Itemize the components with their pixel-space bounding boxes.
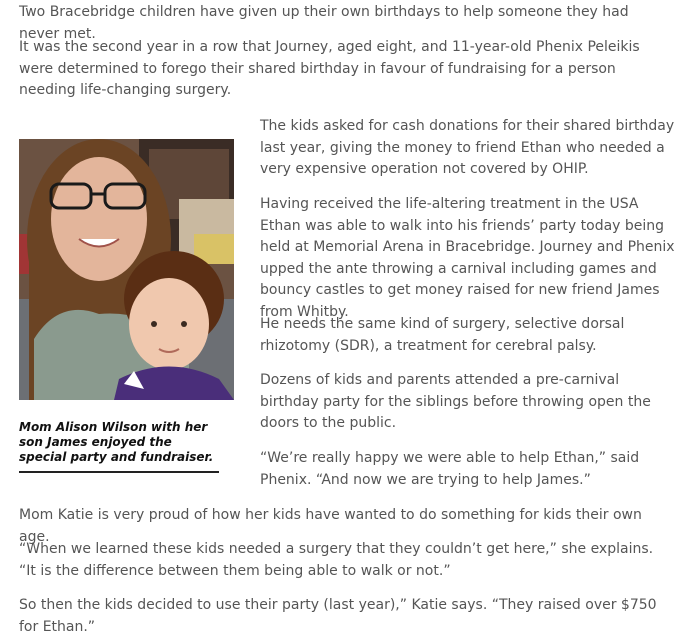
photo-illustration — [19, 139, 234, 400]
paragraph-5: He needs the same kind of surgery, selective dorsal rhizotomy (SDR), a treatment for cerebral palsy. — [260, 316, 625, 354]
paragraph-10: So then the kids decided to use their party (last year),” Katie says. “They raised over $750 for Ethan.” — [19, 597, 657, 635]
paragraph-3: The kids asked for cash donations for their shared birthday last year, giving the money to friend Ethan who needed a very expensive operation not covered by OHIP. — [260, 118, 675, 177]
paragraph-4: Having received the life-altering treatment in the USA Ethan was able to walk into his friends’ party today being held at Memorial Arena in Bracebridge. Journey and Phenix upped the ante throwing a carnival including games and bouncy castles to get money raised for new friend James from Whitby. — [260, 196, 675, 320]
photo — [19, 139, 234, 400]
paragraph-7: “We’re really happy we were able to help Ethan,” said Phenix. “And now we are trying to help James.” — [260, 450, 640, 488]
paragraph-1: Two Bracebridge children have given up their own birthdays to help someone they had never met. — [19, 4, 629, 42]
paragraph-9: “When we learned these kids needed a surgery that they couldn’t get here,” she explains. “It is the difference between them being able to walk or not.” — [19, 541, 654, 579]
photo-caption: Mom Alison Wilson with her son James enjoyed the special party and fundraiser. — [19, 420, 219, 473]
article-figure — [19, 139, 234, 473]
paragraph-6: Dozens of kids and parents attended a pre-carnival birthday party for the siblings before throwing open the doors to the public. — [260, 372, 651, 431]
paragraph-2: It was the second year in a row that Journey, aged eight, and 11-year-old Phenix Peleikis were determined to forego their shared birthday in favour of fundraising for a person needing life-changing surgery. — [19, 39, 640, 98]
paragraph-8: Mom Katie is very proud of how her kids have wanted to do something for kids their own age. — [19, 507, 642, 545]
